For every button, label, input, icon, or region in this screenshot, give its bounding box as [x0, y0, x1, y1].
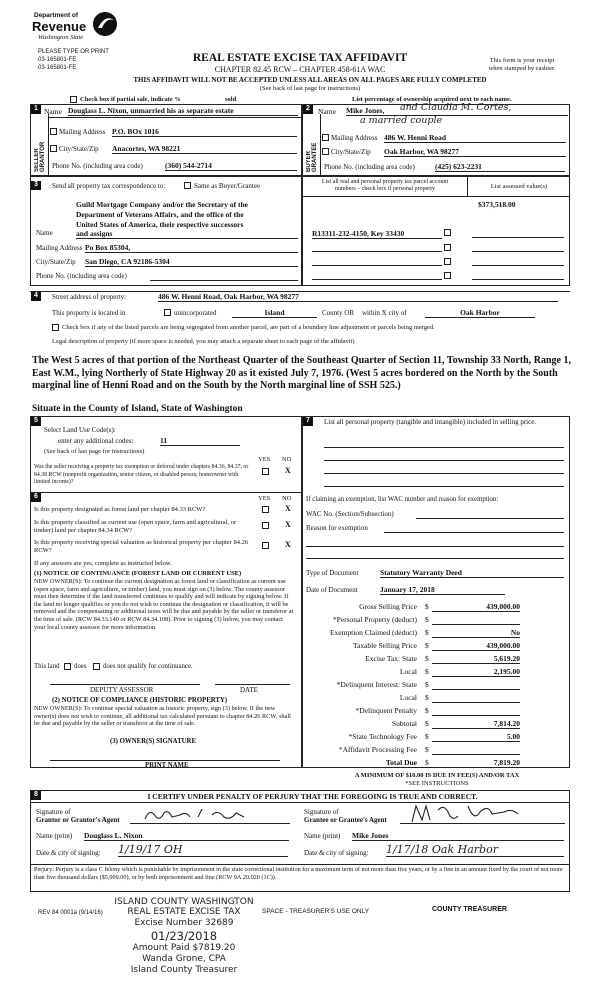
grantee-date-city[interactable]: 1/17/18 Oak Harbor	[386, 843, 564, 857]
land-use-see-back: (See back of last page for instructions)	[44, 448, 145, 455]
stamp-line-7: Island County Treasurer	[130, 965, 238, 975]
stamp-line-2: REAL ESTATE EXCISE TAX	[127, 907, 241, 917]
notice-2-body: NEW OWNER(S): To continue special valuation as historic property, sign (3) below. If the new owner(s) does not wish to continue, all additional tax calculated pursuant to chapter 84.26 RCW, shall be due and payable by the seller or transferor at the time of sale.	[34, 705, 291, 728]
does-checkbox[interactable]	[64, 663, 71, 670]
notice-1-body: NEW OWNER(S): To continue the current designation as forest land or classification as current use (open space, farm and agriculture, or timber) land, you must sign on (3) below. The county assessor must then determine if the land transferred continues to qualify and will indicate by signing below. If the land no longer qualifies or you do not wish to continue the designation or classification, it will be removed and the compensating or additional taxes will be due and payable by the seller or transferor at the time of sale. (RCW 84.33.140 or RCW 84.34.108). Prior to signing (3) below, you may contact your local county assessor for more information.	[34, 578, 294, 631]
fee-value-exemption[interactable]: No	[432, 628, 520, 638]
section-7-number: 7	[303, 417, 313, 426]
exemption-yes-checkbox[interactable]	[262, 468, 269, 475]
historic-question: Is this property receiving special valuation as historical property per chapter 84.26 RCW?	[34, 539, 249, 554]
form-code-2: 03-165801-FE	[38, 65, 77, 71]
situate-line: Situate in the County of Island, State of Washington	[32, 404, 243, 414]
city-name[interactable]: Oak Harbor	[425, 308, 535, 318]
correspondence-city[interactable]: San Diego, CA 92186-5304	[85, 257, 298, 267]
current-use-yes-checkbox[interactable]	[262, 522, 269, 529]
treasurer-use-label: SPACE - TREASURER'S USE ONLY	[262, 908, 370, 915]
grantee-signature	[408, 802, 558, 824]
form-subtitle: CHAPTER 82.45 RCW – CHAPTER 458-61A WAC	[214, 65, 386, 74]
located-label: This property is located in	[52, 309, 126, 317]
correspondence-name[interactable]: and assigns	[76, 229, 298, 239]
buyer-mailing-checkbox[interactable]	[322, 134, 329, 141]
fee-label-total: Total Due	[385, 758, 417, 767]
fee-minimum-note: A MINIMUM OF $10.00 IS DUE IN FEE(S) AND/OR TAX	[354, 772, 520, 779]
fee-see-instructions: *SEE INSTRUCTIONS	[405, 780, 469, 787]
legal-description-label: Legal description of property (if more space is needed, you may attach a separate sheet to each page of the affidavit)	[52, 338, 355, 345]
seller-mailing[interactable]: P.O. BOx 1016	[112, 127, 297, 137]
segregation-checkbox[interactable]	[52, 324, 59, 331]
grantor-signature-scribble	[140, 805, 290, 823]
doc-type-label: Type of Document	[306, 569, 359, 577]
fee-value-gross[interactable]: 439,000.00	[432, 602, 520, 612]
exemption-wac-label: If claiming an exemption, list WAC number and reason for exemption:	[306, 496, 499, 503]
fee-currency-exemption: $	[425, 628, 429, 637]
doc-date-label: Date of Document	[306, 586, 358, 594]
seller-phone[interactable]: (360) 544-2714	[165, 161, 297, 171]
fee-value-excise-state[interactable]: 5,619.20	[432, 654, 520, 664]
owner-signature-label: (3) OWNER(S) SIGNATURE	[110, 738, 196, 745]
buyer-mailing-label: Mailing Address	[331, 134, 378, 142]
deputy-assessor-label: DEPUTY ASSESSOR	[90, 686, 154, 694]
forest-land-question: Is this property designated as forest land per chapter 84.33 RCW?	[34, 506, 206, 513]
partial-sale-label: Check box if partial sale, indicate %	[80, 96, 181, 103]
buyer-phone-label: Phone No. (including area code)	[324, 163, 415, 171]
correspondence-body-1: Guild Mortgage Company and/or the Secretary of the	[76, 200, 248, 209]
unincorporated-checkbox[interactable]	[164, 309, 171, 316]
section-6-number: 6	[31, 493, 41, 502]
section-4-number: 4	[31, 292, 41, 301]
fee-currency-technology: $	[425, 732, 429, 741]
forest-yes-checkbox[interactable]	[262, 506, 269, 513]
buyer-name[interactable]: Mike Jones,	[346, 106, 385, 115]
correspondence-mailing[interactable]: Po Box 85304,	[85, 243, 298, 253]
fee-currency-penalty: $	[425, 706, 429, 715]
grantee-name-print[interactable]: Mike Jones	[352, 831, 564, 841]
does-not-checkbox[interactable]	[93, 663, 100, 670]
seller-name-label: Name	[44, 107, 62, 116]
exemption-no-answer[interactable]: X	[285, 466, 291, 475]
dor-line1: Department of	[34, 12, 79, 19]
additional-codes-label: enter any additional codes:	[58, 437, 134, 445]
doc-date[interactable]: January 17, 2018	[380, 585, 505, 595]
perjury-notice: Perjury: Perjury is a class C felony which is punishable by imprisonment in the state correctional institution for a maximum term of not more than five years, or by a fine in an amount fixed by the court of not more than five thousand dollars ($5,000.00), or by both imprisonment and fine (RCW 9A.20.020 (1C)).	[34, 866, 563, 881]
fee-label-personal: *Personal Property (deduct)	[332, 615, 417, 624]
grantor-date-city[interactable]: 1/19/17 OH	[118, 843, 288, 857]
fee-currency-subtotal: $	[425, 719, 429, 728]
stamp-line-3: Excise Number 32689	[134, 918, 234, 928]
no-header-6: NO	[282, 495, 292, 502]
buyer-phone[interactable]: (425) 623-2231	[435, 162, 565, 172]
section-3-number: 3	[31, 181, 41, 190]
fee-value-personal[interactable]	[432, 615, 520, 625]
notice-2-title: (2) NOTICE OF COMPLIANCE (HISTORIC PROPERTY)	[52, 697, 228, 704]
please-type: PLEASE TYPE OR PRINT	[38, 49, 109, 55]
forest-no-answer[interactable]: X	[285, 504, 291, 513]
buyer-city[interactable]: Oak Harbor, WA 98277	[384, 147, 566, 157]
dor-line3: Washington State	[38, 34, 84, 41]
grantor-sig-label-2: Grantor or Grantor's Agent	[36, 816, 120, 824]
correspondence-body-2: Department of Veterans Affairs, and the office of the	[76, 210, 244, 219]
exemption-question: Was the seller receiving a property tax exemption or deferral under chapters 84.36, 84.37, or 84.38 RCW (nonprofit organization, senior citizen, or disabled person, homeowner with limited income)?	[34, 464, 249, 485]
fee-value-technology[interactable]: 5.00	[432, 732, 520, 742]
grantor-sig-label-1: Signature of	[36, 808, 71, 816]
fee-value-subtotal[interactable]: 7,814.20	[432, 719, 520, 729]
buyer-city-label: City/State/Zip	[331, 148, 371, 156]
seller-mailing-label: Mailing Address	[59, 128, 106, 136]
unincorporated-label: unincorporated	[174, 309, 217, 317]
within-city-label: within X city of	[362, 309, 407, 317]
land-use-code[interactable]: 11	[160, 436, 240, 446]
dor-line2: Revenue	[32, 19, 87, 34]
stamp-line-6: Wanda Grone, CPA	[142, 954, 226, 964]
buyer-mailing[interactable]: 486 W. Henni Road	[384, 133, 566, 143]
form-title: REAL ESTATE EXCISE TAX AFFIDAVIT	[192, 52, 408, 64]
doc-type[interactable]: Statutory Warranty Deed	[380, 568, 564, 578]
fee-label-gross: Gross Selling Price	[359, 602, 417, 611]
fee-value-taxable[interactable]: 439,000.00	[432, 641, 520, 651]
grantee-sig-label-1: Signature of	[304, 808, 339, 816]
historic-yes-checkbox[interactable]	[262, 542, 269, 549]
fee-label-penalty: *Delinquent Penalty	[355, 706, 417, 715]
this-land-label: This land	[34, 663, 60, 670]
county-or-label: County OR	[322, 309, 355, 317]
fee-label-excise-state: Excise Tax: State	[365, 654, 417, 663]
fee-currency-excise-local: $	[425, 667, 429, 676]
parcel-number-1[interactable]: R13311-232-4150, Key 33430	[312, 229, 442, 239]
parcel-1-personal-checkbox[interactable]	[444, 229, 451, 236]
fee-label-interest-state: *Delinquent Interest: State	[336, 680, 417, 689]
fee-value-interest-local[interactable]	[432, 693, 520, 703]
fee-currency-personal: $	[425, 615, 429, 624]
fee-value-interest-state[interactable]	[432, 680, 520, 690]
stamp-line-4: 01/23/2018	[150, 929, 218, 943]
yes-header-6: YES	[258, 495, 271, 502]
fee-label-taxable: Taxable Selling Price	[352, 641, 417, 650]
stamp-line-1: ISLAND COUNTY WASHINGTON	[114, 897, 254, 907]
section-1-number: 1	[31, 105, 41, 114]
fee-label-excise-local: Local	[399, 667, 417, 676]
same-as-buyer-label: Same as Buyer/Grantee	[194, 182, 261, 190]
buyer-name-handwritten-2: a married couple	[360, 115, 443, 126]
seller-city-checkbox[interactable]	[50, 145, 57, 152]
segregation-label: Check box if any of the listed parcels are being segregated from another parcel, are part of a boundary line adjustment or parcels being merged.	[62, 324, 435, 331]
receipt-note-2: when stamped by cashier.	[488, 65, 556, 72]
fee-currency-interest-state: $	[425, 680, 429, 689]
county-name[interactable]: Island	[232, 308, 317, 318]
fee-label-technology: *State Technology Fee	[348, 732, 417, 741]
street-address[interactable]: 486 W. Henni Road, Oak Harbor, WA 98277	[158, 292, 558, 302]
parcel-header-1: List all real and personal property tax parcel account	[321, 179, 449, 185]
parcel-2-personal-checkbox[interactable]	[444, 244, 451, 251]
does-not-label: does not qualify for continuance.	[103, 663, 193, 670]
notice-1-title: (1) NOTICE OF CONTINUANCE (FOREST LAND OR CURRENT USE)	[34, 570, 242, 577]
yes-header-5: YES	[258, 456, 271, 463]
ownership-label: List percentage of ownership acquired next to each name.	[352, 96, 512, 103]
street-address-label: Street address of property:	[52, 293, 127, 301]
grantee-date-label: Date & city of signing:	[304, 849, 369, 857]
seller-city[interactable]: Anacortes, WA 98221	[112, 144, 297, 154]
date-label-assessor: DATE	[240, 686, 258, 694]
reason-label: Reason for exemption	[306, 524, 368, 532]
correspondence-city-label: City/State/Zip	[36, 258, 76, 266]
fee-value-processing[interactable]	[432, 745, 520, 755]
form-revision: REV 84 0001a (9/14/16)	[38, 910, 103, 916]
grantor-signature	[140, 805, 290, 823]
if-yes-note: If any answers are yes, complete as instructed below.	[34, 560, 172, 567]
fee-currency-gross: $	[425, 602, 429, 611]
seller-mailing-checkbox[interactable]	[50, 128, 57, 135]
seller-name[interactable]: Douglass L. Nixon, unmarried his as separate estate	[68, 106, 298, 116]
parcel-4-personal-checkbox[interactable]	[444, 272, 451, 279]
seller-city-label: City/State/Zip	[59, 145, 99, 153]
print-name-label: PRINT NAME	[145, 762, 189, 769]
correspondence-name-label: Name	[36, 229, 53, 237]
correspondence-label: Send all property tax correspondence to:	[52, 182, 166, 190]
form-code-1: 03-165801-FE	[38, 57, 77, 63]
current-use-no-answer[interactable]: X	[285, 520, 291, 529]
fee-label-interest-local: Local	[399, 693, 417, 702]
seller-phone-label: Phone No. (including area code)	[52, 162, 143, 170]
grantor-date-label: Date & city of signing:	[36, 849, 101, 857]
grantee-name-label: Name (print)	[304, 832, 341, 840]
partial-sale-checkbox[interactable]	[70, 96, 77, 103]
legal-description: The West 5 acres of that portion of the Northeast Quarter of the Southeast Quarter of Section 11, Township 33 North, Range 1, East W.M., lying Northerly of State Highway 20 as it existed July 7, 1976. (West 5 acres bordered on the North by the South marginal line of Henni Road and on the South by the North marginal line of SSH 525.)	[32, 355, 571, 391]
warning-line: THIS AFFIDAVIT WILL NOT BE ACCEPTED UNLESS ALL AREAS ON ALL PAGES ARE FULLY COMPLETED	[133, 76, 487, 84]
select-land-use-label: Select Land Use Code(s):	[44, 426, 116, 434]
no-header-5: NO	[282, 456, 292, 463]
receipt-note-1: This form is your receipt	[489, 57, 555, 64]
fee-value-penalty[interactable]	[432, 706, 520, 716]
dor-logo	[32, 10, 127, 46]
grantee-signature-scribble	[408, 802, 558, 824]
wac-number-label: WAC No. (Section/Subsection)	[306, 510, 394, 518]
same-as-buyer-checkbox[interactable]	[184, 182, 191, 189]
seller-side-label: SELLER GRANTOR	[34, 141, 46, 172]
fee-label-exemption: Exemption Claimed (deduct)	[329, 628, 417, 637]
dor-swoosh-icon	[90, 10, 120, 38]
personal-property-label: List all personal property (tangible and intangible) included in selling price.	[324, 418, 537, 426]
parcel-header-2: numbers – check box if personal property	[335, 186, 435, 192]
buyer-side-label: BUYER GRANTEE	[306, 142, 318, 172]
partial-sale-sold: sold	[225, 96, 237, 103]
fee-value-total[interactable]: 7,819.20	[432, 758, 520, 768]
certify-title: I CERTIFY UNDER PENALTY OF PERJURY THAT THE FOREGOING IS TRUE AND CORRECT.	[147, 792, 478, 801]
fee-currency-taxable: $	[425, 641, 429, 650]
fee-label-processing: *Affidavit Processing Fee	[338, 745, 417, 754]
stamp-line-5: Amount Paid $7819.20	[132, 943, 236, 953]
fee-label-subtotal: Subtotal	[391, 719, 417, 728]
assessed-value-1[interactable]: $373,518.00	[478, 200, 516, 209]
correspondence-mailing-label: Mailing Address	[36, 244, 83, 252]
section-2-number: 2	[303, 105, 313, 114]
historic-no-answer[interactable]: X	[285, 540, 291, 549]
fee-currency-interest-local: $	[425, 693, 429, 702]
buyer-city-checkbox[interactable]	[322, 148, 329, 155]
county-treasurer-label: COUNTY TREASURER	[432, 906, 507, 913]
section-8-number: 8	[31, 791, 41, 800]
fee-currency-total: $	[425, 758, 429, 767]
grantor-name-label: Name (print)	[36, 832, 73, 840]
assessed-header: List assessed value(s)	[490, 183, 548, 190]
fee-value-excise-local[interactable]: 2,195.00	[432, 667, 520, 677]
current-use-question: Is this property classified as current use (open space, farm and agricultural, or timber) land per chapter 84.34 RCW?	[34, 519, 237, 534]
buyer-name-label: Name	[318, 107, 336, 116]
grantor-name-print[interactable]: Douglass L. Nixon	[84, 831, 289, 841]
buyer-name-handwritten: and Claudia M. Cortes,	[400, 102, 512, 113]
correspondence-body-3: United States of America, their respective successors	[76, 220, 244, 229]
correspondence-phone-label: Phone No. (including area code)	[36, 272, 127, 280]
section-5-number: 5	[31, 417, 41, 426]
grantee-sig-label-2: Grantee or Grantee's Agent	[304, 816, 387, 824]
does-label: does	[74, 663, 87, 670]
fee-currency-excise-state: $	[425, 654, 429, 663]
parcel-3-personal-checkbox[interactable]	[444, 258, 451, 265]
fee-currency-processing: $	[425, 745, 429, 754]
instructions-line: (See back of last page for instructions)	[259, 85, 361, 92]
